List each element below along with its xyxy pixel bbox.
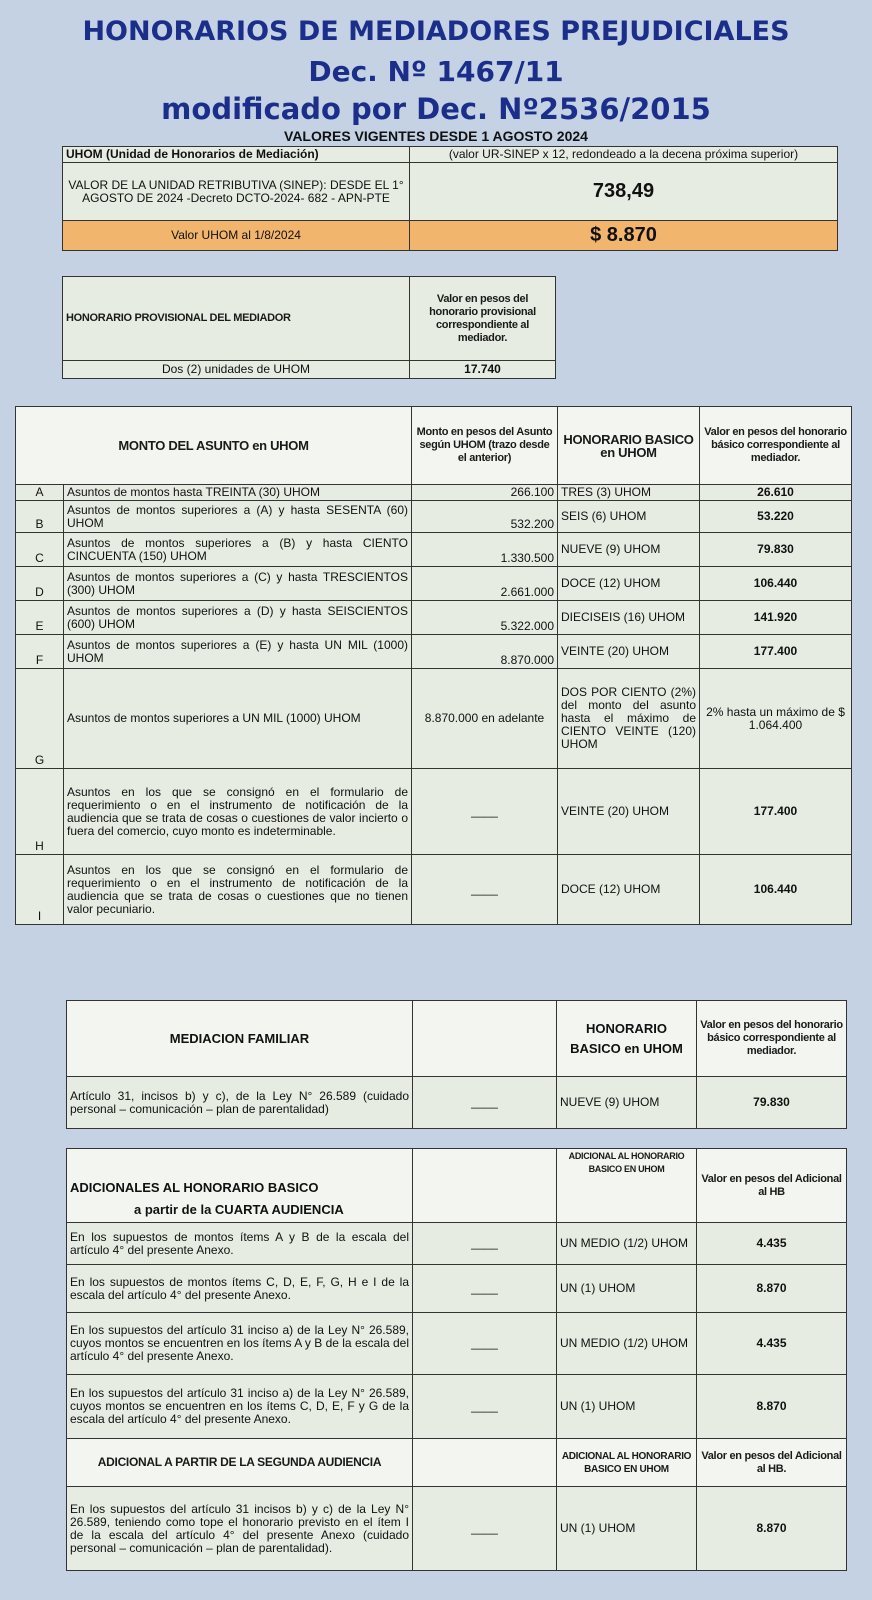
- provisional-table: [62, 276, 556, 379]
- row-valor: 53.220: [700, 501, 852, 533]
- row-adic: UN (1) UHOM: [557, 1375, 697, 1439]
- adicionales-empty-cell: [413, 1149, 557, 1223]
- familiar-header-basico: HONORARIO BASICO en UHOM: [557, 1001, 697, 1077]
- provisional-title: HONORARIO PROVISIONAL DEL MEDIADOR: [63, 277, 410, 361]
- row-desc: Asuntos de montos superiores a UN MIL (1000) UHOM: [64, 669, 412, 769]
- adicionales-table: [66, 1148, 847, 1571]
- row-pesos: 532.200: [412, 501, 558, 533]
- uhom-label: UHOM (Unidad de Honorarios de Mediación): [63, 147, 410, 163]
- row-letter: E: [16, 601, 64, 635]
- row-valor: 4.435: [697, 1313, 847, 1375]
- table-row: [16, 501, 852, 533]
- row-pesos: 8.870.000 en adelante: [412, 669, 558, 769]
- row-desc: Asuntos de montos superiores a (A) y hasta SESENTA (60) UHOM: [64, 501, 412, 533]
- row-basico: DOCE (12) UHOM: [558, 567, 700, 601]
- row-letter: B: [16, 501, 64, 533]
- row-basico: TRES (3) UHOM: [558, 485, 700, 501]
- row-pesos: 266.100: [412, 485, 558, 501]
- escala-header-pesos: Monto en pesos del Asunto según UHOM (trazo desde el anterior): [412, 407, 558, 485]
- familiar-title: MEDIACION FAMILIAR: [67, 1001, 413, 1077]
- row-pesos: 5.322.000: [412, 601, 558, 635]
- escala-header-monto: MONTO DEL ASUNTO en UHOM: [16, 407, 412, 485]
- table-row: [67, 1223, 847, 1265]
- row-basico: VEINTE (20) UHOM: [558, 769, 700, 855]
- table-row: [67, 1375, 847, 1439]
- row-pesos: ____: [413, 1313, 557, 1375]
- row-desc: En los supuestos de montos ítems A y B de la escala del artículo 4° del presente Anexo.: [67, 1223, 413, 1265]
- provisional-row-label: Dos (2) unidades de UHOM: [63, 361, 410, 379]
- row-letter: G: [16, 669, 64, 769]
- row-basico: NUEVE (9) UHOM: [558, 533, 700, 567]
- sinep-label: VALOR DE LA UNIDAD RETRIBUTIVA (SINEP): DESDE EL 1° AGOSTO DE 2024 -Decreto DCTO-2024- 682 - APN-PTE: [63, 163, 410, 221]
- row-valor: 2% hasta un máximo de $ 1.064.400: [700, 669, 852, 769]
- uhom-value-label: Valor UHOM al 1/8/2024: [63, 221, 410, 251]
- row-pesos: 2.661.000: [412, 567, 558, 601]
- table-row: [16, 533, 852, 567]
- row-letter: F: [16, 635, 64, 669]
- row-adic: UN (1) UHOM: [557, 1487, 697, 1571]
- decree-number: Dec. Nº 1467/11: [308, 55, 564, 88]
- table-row: [16, 635, 852, 669]
- row-desc: Asuntos de montos hasta TREINTA (30) UHOM: [64, 485, 412, 501]
- row-valor: 106.440: [700, 567, 852, 601]
- row-desc: Asuntos de montos superiores a (B) y hasta CIENTO CINCUENTA (150) UHOM: [64, 533, 412, 567]
- row-valor: 79.830: [697, 1077, 847, 1129]
- uhom-formula: (valor UR-SINEP x 12, redondeado a la decena próxima superior): [410, 147, 838, 163]
- row-valor: 141.920: [700, 601, 852, 635]
- adicionales-title-line1: ADICIONALES AL HONORARIO BASICO: [70, 1180, 319, 1195]
- row-valor: 79.830: [700, 533, 852, 567]
- table-row: [67, 1077, 847, 1129]
- row-valor: 8.870: [697, 1487, 847, 1571]
- row-valor: 4.435: [697, 1223, 847, 1265]
- row-basico: SEIS (6) UHOM: [558, 501, 700, 533]
- familiar-table: [66, 1000, 847, 1129]
- table-row: [16, 669, 852, 769]
- main-title: HONORARIOS DE MEDIADORES PREJUDICIALES: [82, 16, 790, 47]
- row-desc: Asuntos en los que se consignó en el formulario de requerimiento o en el instrumento de notificación de la audiencia que se trata de cosas o cuestiones de valor incierto o fuera del comercio, cuyo monto es indeterminable.: [64, 769, 412, 855]
- row-valor: 8.870: [697, 1375, 847, 1439]
- row-desc: Asuntos en los que se consignó en el formulario de requerimiento o en el instrumento de notificación de la audiencia que se trata de cosas o cuestiones que no tienen valor pecuniario.: [64, 855, 412, 925]
- row-basico: VEINTE (20) UHOM: [558, 635, 700, 669]
- row-pesos: ____: [413, 1077, 557, 1129]
- row-desc: En los supuestos del artículo 31 inciso a) de la Ley N° 26.589, cuyos montos se encuentren en los ítems C, D, E, F y G de la escala del artículo 4° del presente Anexo.: [67, 1375, 413, 1439]
- row-desc: En los supuestos del artículo 31 inciso a) de la Ley N° 26.589, cuyos montos se encuentren en los ítems A y B de la escala del artículo 4° del presente Anexo.: [67, 1313, 413, 1375]
- row-valor: 26.610: [700, 485, 852, 501]
- valid-from-label: VALORES VIGENTES DESDE 1 AGOSTO 2024: [284, 128, 588, 144]
- familiar-empty-cell: [413, 1001, 557, 1077]
- decree-modification: modificado por Dec. Nº2536/2015: [161, 92, 711, 126]
- row-pesos: ____: [413, 1487, 557, 1571]
- row-letter: D: [16, 567, 64, 601]
- row-pesos: ____: [413, 1223, 557, 1265]
- row-pesos: ____: [413, 1375, 557, 1439]
- row-pesos: 1.330.500: [412, 533, 558, 567]
- segunda-title: ADICIONAL A PARTIR DE LA SEGUNDA AUDIENCIA: [67, 1439, 413, 1487]
- row-basico: DOCE (12) UHOM: [558, 855, 700, 925]
- row-pesos: ____: [412, 769, 558, 855]
- adicionales-title: [67, 1149, 413, 1223]
- escala-table: [15, 406, 852, 925]
- row-letter: C: [16, 533, 64, 567]
- row-letter: A: [16, 485, 64, 501]
- row-valor: 177.400: [700, 769, 852, 855]
- table-row: [16, 601, 852, 635]
- table-row: [16, 855, 852, 925]
- row-desc: Asuntos de montos superiores a (E) y hasta UN MIL (1000) UHOM: [64, 635, 412, 669]
- row-basico: NUEVE (9) UHOM: [557, 1077, 697, 1129]
- row-desc: Asuntos de montos superiores a (C) y hasta TRESCIENTOS (300) UHOM: [64, 567, 412, 601]
- provisional-col-header: Valor en pesos del honorario provisional correspondiente al mediador.: [410, 277, 556, 361]
- adicionales-header-valor: Valor en pesos del Adicional al HB: [697, 1149, 847, 1223]
- segunda-empty-cell: [413, 1439, 557, 1487]
- row-pesos: ____: [413, 1265, 557, 1313]
- row-basico: DIECISEIS (16) UHOM: [558, 601, 700, 635]
- row-pesos: ____: [412, 855, 558, 925]
- row-desc: En los supuestos del artículo 31 incisos b) y c) de la Ley N° 26.589, teniendo como tope el honorario previsto en el ítem I de la escala del artículo 4° del presente Anexo (cuidado personal – comunicación – plan de parentalidad).: [67, 1487, 413, 1571]
- row-adic: UN MEDIO (1/2) UHOM: [557, 1313, 697, 1375]
- row-desc: Asuntos de montos superiores a (D) y hasta SEISCIENTOS (600) UHOM: [64, 601, 412, 635]
- row-valor: 106.440: [700, 855, 852, 925]
- row-adic: UN (1) UHOM: [557, 1265, 697, 1313]
- table-row: [16, 567, 852, 601]
- row-pesos: 8.870.000: [412, 635, 558, 669]
- row-letter: I: [16, 855, 64, 925]
- sinep-value: 738,49: [410, 163, 838, 221]
- escala-header-basico: HONORARIO BASICO en UHOM: [558, 407, 700, 485]
- table-row: [67, 1265, 847, 1313]
- table-row: [16, 485, 852, 501]
- table-row: [67, 1313, 847, 1375]
- uhom-value: $ 8.870: [410, 221, 838, 251]
- table-row: [67, 1487, 847, 1571]
- segunda-header-adic: ADICIONAL AL HONORARIO BASICO EN UHOM: [557, 1439, 697, 1487]
- row-adic: UN MEDIO (1/2) UHOM: [557, 1223, 697, 1265]
- row-letter: H: [16, 769, 64, 855]
- row-valor: 8.870: [697, 1265, 847, 1313]
- table-row: [16, 769, 852, 855]
- segunda-header-valor: Valor en pesos del Adicional al HB.: [697, 1439, 847, 1487]
- row-basico: DOS POR CIENTO (2%) del monto del asunto hasta el máximo de CIENTO VEINTE (120) UHOM: [558, 669, 700, 769]
- uhom-table: [62, 146, 838, 251]
- row-desc: En los supuestos de montos ítems C, D, E, F, G, H e I de la escala del artículo 4° del presente Anexo.: [67, 1265, 413, 1313]
- provisional-row-value: 17.740: [410, 361, 556, 379]
- row-desc: Artículo 31, incisos b) y c), de la Ley N° 26.589 (cuidado personal – comunicación – plan de parentalidad): [67, 1077, 413, 1129]
- adicionales-header-adic: ADICIONAL AL HONORARIO BASICO EN UHOM: [557, 1149, 697, 1223]
- escala-header-valor: Valor en pesos del honorario básico correspondiente al mediador.: [700, 407, 852, 485]
- adicionales-title-line2: a partir de la CUARTA AUDIENCIA: [134, 1202, 344, 1217]
- row-valor: 177.400: [700, 635, 852, 669]
- familiar-header-valor: Valor en pesos del honorario básico correspondiente al mediador.: [697, 1001, 847, 1077]
